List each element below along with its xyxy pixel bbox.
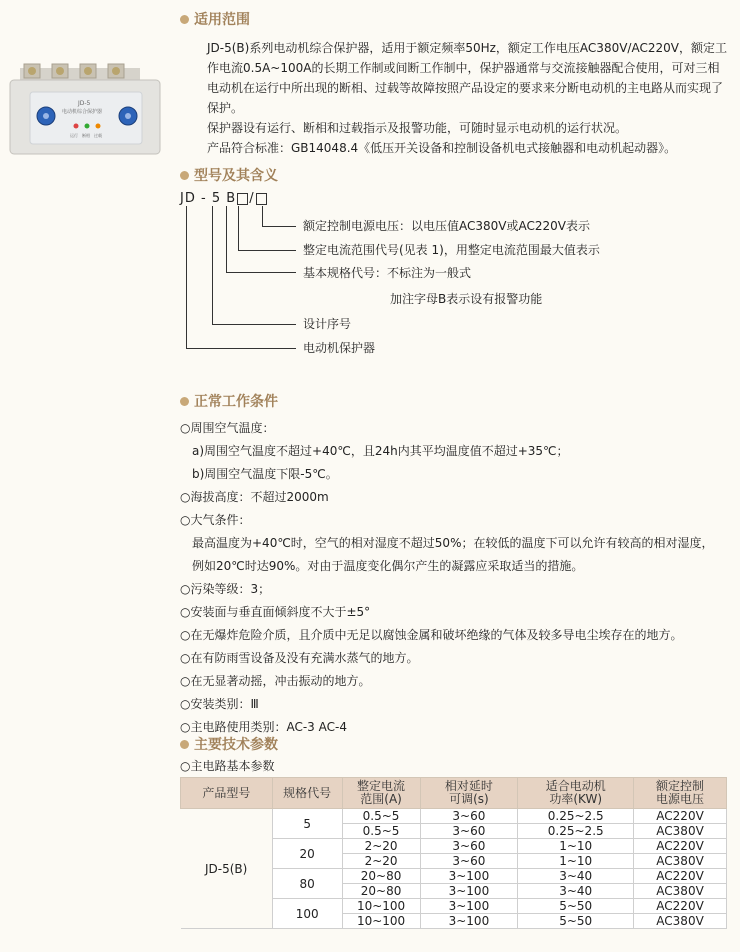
table-cell: 3~60 <box>420 809 518 824</box>
bullet-dot-icon <box>180 15 189 24</box>
params-subtitle: ○主电路基本参数 <box>180 759 275 773</box>
table-cell: AC380V <box>634 884 727 899</box>
scope-p1: JD-5(B)系列电动机综合保护器，适用于额定频率50Hz，额定工作电压AC380V/AC220V，额定工作电流0.5A~100A的长期工作制或间断工作制中，保护器通常与交流接触器配合使用，可对三相电动机在运行中所出现的断相、过载等故障按照产品设定的要求来分断电动机的主电路从而实现了保护。 <box>207 41 727 115</box>
tree-line <box>186 206 187 348</box>
section-title-model: 型号及其含义 <box>180 165 278 185</box>
table-cell: 5~50 <box>518 914 634 929</box>
condition-line: ○海拔高度：不超过2000m <box>180 490 329 504</box>
condition-line: ○在无爆炸危险介质，且介质中无足以腐蚀金属和破坏绝缘的气体及较多导电尘埃存在的地方。 <box>180 628 683 642</box>
table-cell: 20~80 <box>342 884 420 899</box>
table-cell: 0.5~5 <box>342 824 420 839</box>
table-cell: 0.5~5 <box>342 809 420 824</box>
model-item: 额定控制电源电压：以电压值AC380V或AC220V表示 <box>303 219 590 233</box>
condition-line: ○主电路使用类别：AC-3 AC-4 <box>180 720 347 734</box>
table-cell: 20~80 <box>342 869 420 884</box>
table-header: 整定电流 范围(A) <box>342 778 420 809</box>
tree-line <box>212 206 213 324</box>
tree-line <box>238 206 239 250</box>
placeholder-box-icon <box>256 193 267 205</box>
table-cell: AC220V <box>634 869 727 884</box>
condition-line: ○在无显著动摇，冲击振动的地方。 <box>180 674 371 688</box>
model-item: 整定电流范围代号(见表 1)，用整定电流范围最大值表示 <box>303 243 600 257</box>
condition-line: ○在有防雨雪设备及没有充满水蒸气的地方。 <box>180 651 419 665</box>
table-cell: AC380V <box>634 914 727 929</box>
table-header: 相对延时 可调(s) <box>420 778 518 809</box>
table-header-row <box>181 778 727 809</box>
table-cell: 3~100 <box>420 884 518 899</box>
table-cell: 3~100 <box>420 869 518 884</box>
scope-p3: 产品符合标准：GB14048.4《低压开关设备和控制设备机电式接触器和电动机起动器》。 <box>207 141 677 155</box>
table-cell: AC220V <box>634 839 727 854</box>
table-cell: AC380V <box>634 854 727 869</box>
table-cell: AC220V <box>634 899 727 914</box>
condition-line: 例如20℃时达90%。对由于温度变化偶尔产生的凝露应采取适当的措施。 <box>192 559 584 573</box>
condition-line: ○污染等级：3； <box>180 582 271 596</box>
placeholder-box-icon <box>237 193 248 205</box>
table-cell: 1~10 <box>518 839 634 854</box>
indicator-label-run: 运行 <box>70 133 78 138</box>
tree-line <box>262 226 296 227</box>
table-cell: 2~20 <box>342 854 420 869</box>
params-table <box>180 777 727 929</box>
table-cell: 0.25~2.5 <box>518 824 634 839</box>
table-cell-model: JD-5(B) <box>181 809 273 929</box>
bullet-dot-icon <box>180 740 189 749</box>
model-item: 加注字母B表示设有报警功能 <box>390 292 543 306</box>
tree-line <box>226 206 227 272</box>
model-item: 基本规格代号：不标注为一般式 <box>303 266 472 280</box>
table-cell: 3~40 <box>518 884 634 899</box>
table-header: 额定控制 电源电压 <box>634 778 727 809</box>
indicator-label-overload: 过载 <box>94 133 102 138</box>
bullet-dot-icon <box>180 397 189 406</box>
condition-line: a)周围空气温度不超过+40℃，且24h内其平均温度值不超过+35℃； <box>192 444 569 458</box>
model-item: 设计序号 <box>303 317 352 331</box>
scope-p2: 保护器设有运行、断相和过载指示及报警功能，可随时显示电动机的运行状况。 <box>207 121 628 135</box>
section-title-params: 主要技术参数 <box>180 734 278 754</box>
table-cell-code: 100 <box>272 899 342 929</box>
indicator-label-phase: 断相 <box>82 133 90 138</box>
table-cell: 3~60 <box>420 854 518 869</box>
table-row <box>181 809 727 824</box>
table-cell: AC220V <box>634 809 727 824</box>
product-label: JD-5 <box>78 100 91 107</box>
table-header: 产品型号 <box>181 778 273 809</box>
condition-line: ○安装面与垂直面倾斜度不大于±5° <box>180 605 371 619</box>
tree-line <box>238 250 296 251</box>
table-cell: 10~100 <box>342 899 420 914</box>
table-cell: 3~100 <box>420 914 518 929</box>
condition-line: ○安装类别：Ⅲ <box>180 697 259 711</box>
section-title-scope: 适用范围 <box>180 9 250 29</box>
tree-line <box>226 272 296 273</box>
table-cell: 10~100 <box>342 914 420 929</box>
bullet-dot-icon <box>180 171 189 180</box>
table-cell: 3~100 <box>420 899 518 914</box>
table-header: 规格代号 <box>272 778 342 809</box>
table-cell: AC380V <box>634 824 727 839</box>
condition-line: ○周围空气温度： <box>180 421 275 435</box>
section-title-conditions: 正常工作条件 <box>180 391 278 411</box>
table-cell-code: 5 <box>272 809 342 839</box>
condition-line: ○大气条件： <box>180 513 251 527</box>
condition-line: b)周围空气温度下限-5℃。 <box>192 467 338 481</box>
condition-line: 最高温度为+40℃时，空气的相对湿度不超过50%；在较低的温度下可以允许有较高的相对湿度， <box>192 536 714 550</box>
table-cell-code: 20 <box>272 839 342 869</box>
table-header: 适合电动机 功率(KW) <box>518 778 634 809</box>
table-cell: 1~10 <box>518 854 634 869</box>
table-cell: 3~60 <box>420 824 518 839</box>
table-cell: 2~20 <box>342 839 420 854</box>
model-code: JD - 5 B / <box>180 191 268 207</box>
table-cell-code: 80 <box>272 869 342 899</box>
table-cell: 0.25~2.5 <box>518 809 634 824</box>
product-sublabel: 电动机综合保护器 <box>62 109 103 115</box>
model-item: 电动机保护器 <box>303 341 376 355</box>
tree-line <box>186 348 296 349</box>
tree-line <box>262 206 263 226</box>
tree-line <box>212 324 296 325</box>
table-cell: 3~60 <box>420 839 518 854</box>
table-cell: 3~40 <box>518 869 634 884</box>
scope-paragraphs <box>207 38 729 158</box>
product-photo <box>6 62 164 158</box>
table-cell: 5~50 <box>518 899 634 914</box>
